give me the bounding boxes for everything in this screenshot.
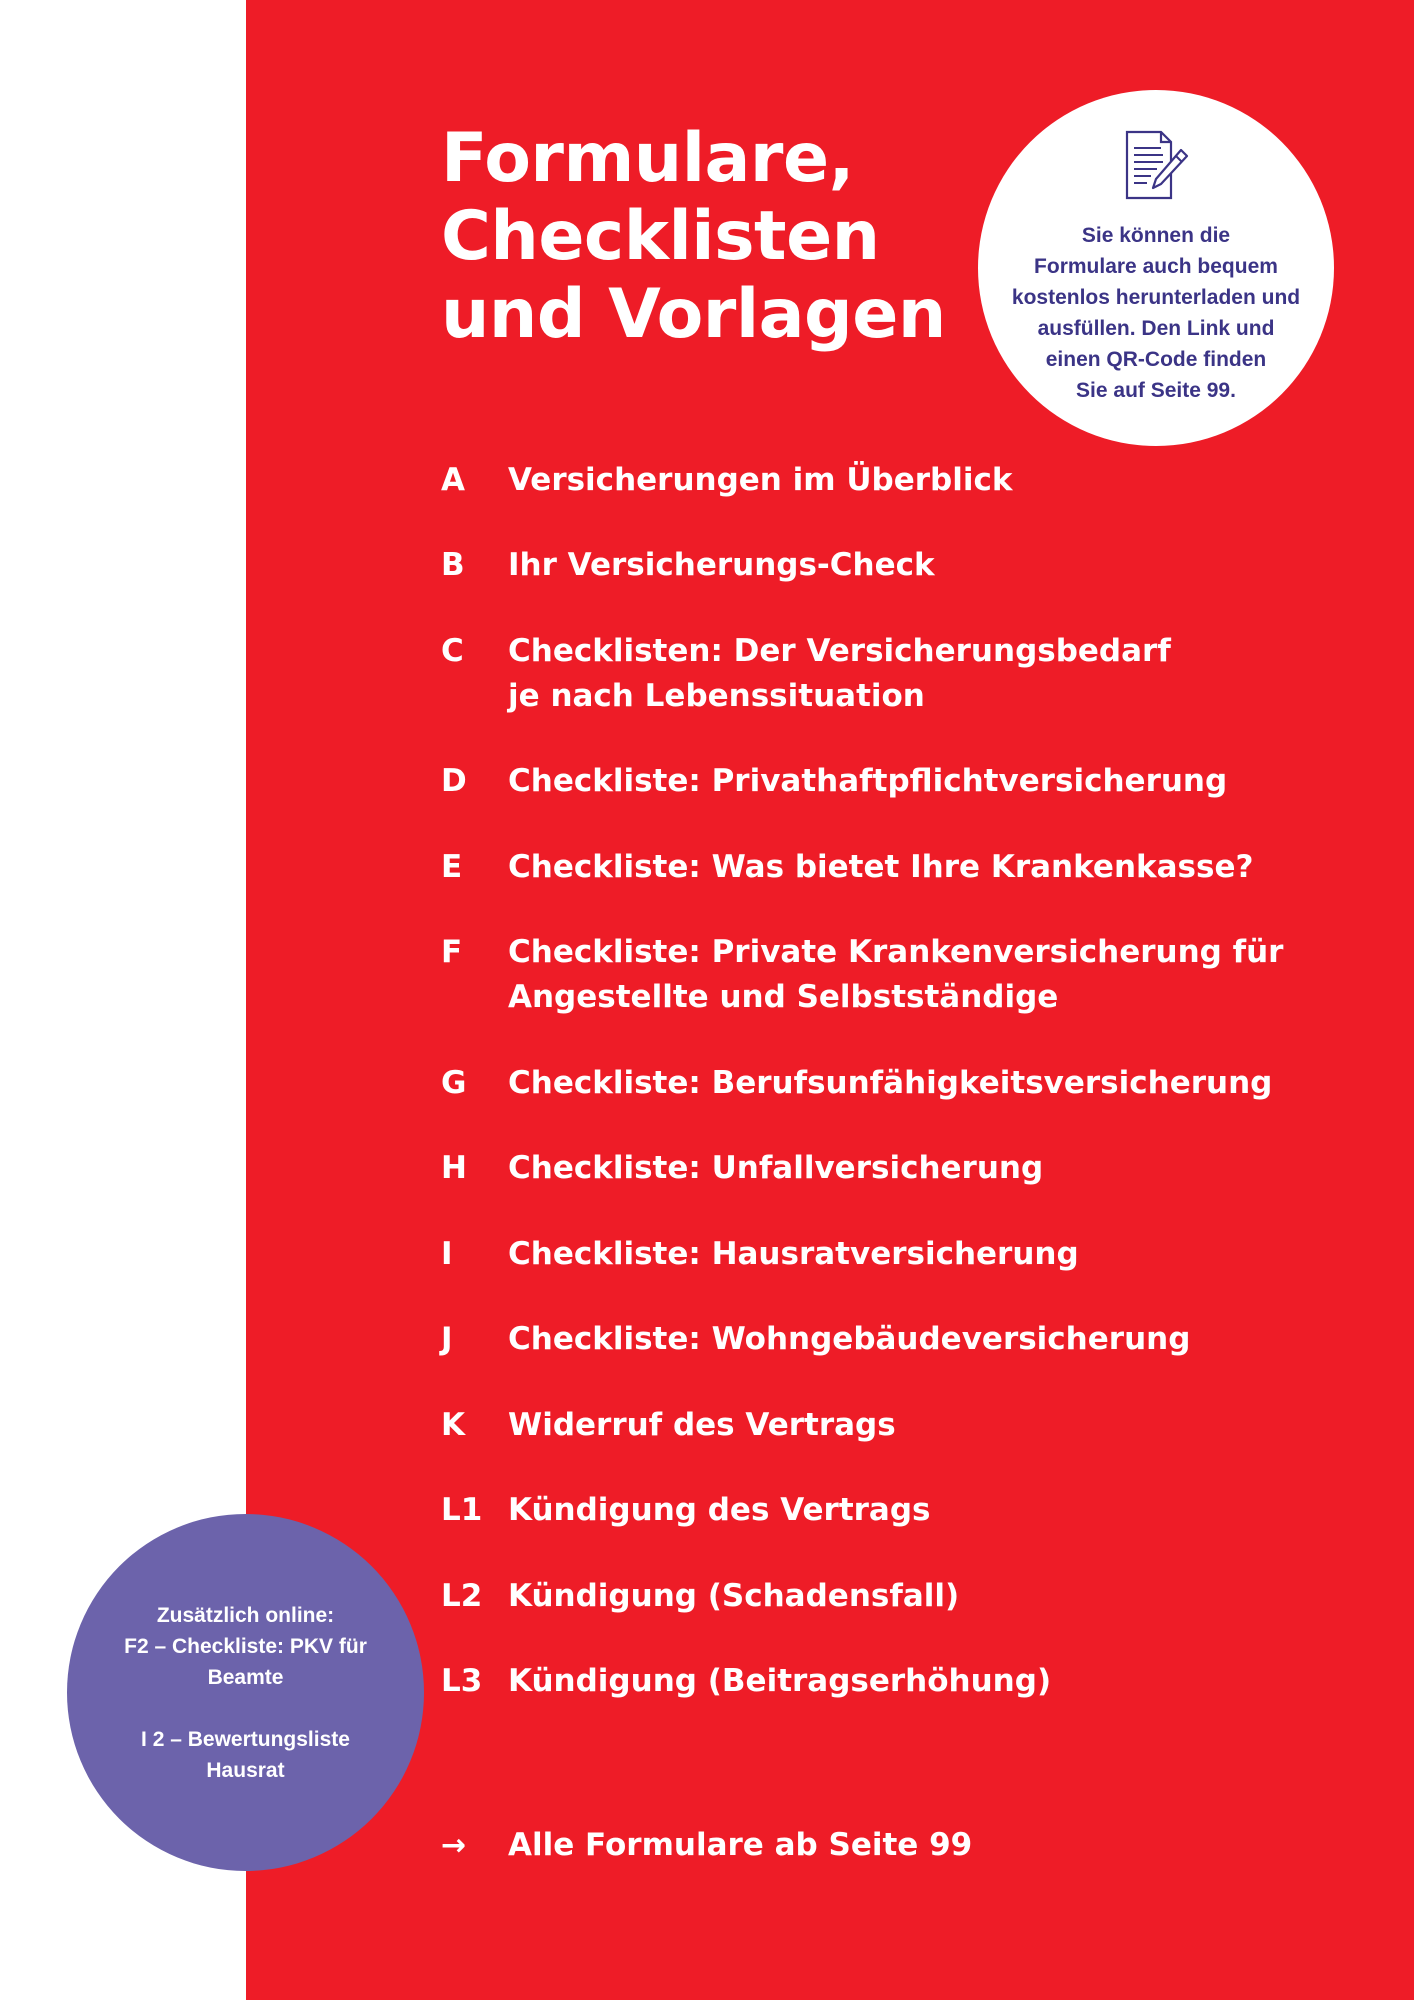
arrow-right-icon: → bbox=[441, 1828, 467, 1863]
toc-label-line: Checkliste: Wohngebäudeversicherung bbox=[508, 1321, 1191, 1357]
toc-letter: F bbox=[441, 934, 463, 970]
toc-label-line: Angestellte und Selbstständige bbox=[508, 979, 1059, 1015]
toc-item-i bbox=[441, 1232, 1341, 1277]
toc-item-h bbox=[441, 1146, 1341, 1191]
toc-label-line: je nach Lebenssituation bbox=[508, 678, 925, 714]
toc-item-f bbox=[441, 930, 1341, 1020]
toc-letter: L3 bbox=[441, 1663, 483, 1699]
online-line: Beamte bbox=[207, 1665, 284, 1689]
toc-label-line: Checklisten: Der Versicherungsbedarf bbox=[508, 633, 1171, 669]
toc-label-line: Kündigung (Schadensfall) bbox=[508, 1578, 960, 1614]
toc-letter: C bbox=[441, 633, 464, 669]
toc-item-d bbox=[441, 759, 1341, 804]
toc-label bbox=[508, 629, 1171, 719]
toc-item-l3 bbox=[441, 1659, 1341, 1704]
info-line: kostenlos herunterladen und bbox=[1011, 286, 1301, 309]
all-forms-link bbox=[441, 1823, 972, 1868]
toc-label-line: Kündigung (Beitragserhöhung) bbox=[508, 1663, 1052, 1699]
info-line: Formulare auch bequem bbox=[1034, 255, 1278, 278]
toc-label-line: Kündigung des Vertrags bbox=[508, 1492, 931, 1528]
toc-label bbox=[508, 1574, 959, 1619]
toc-label-line: Checkliste: Privathaftpflichtversicherung bbox=[508, 763, 1228, 799]
toc-item-c bbox=[441, 629, 1341, 719]
toc-item-e bbox=[441, 845, 1341, 890]
info-line: Sie auf Seite 99. bbox=[1076, 379, 1236, 402]
info-line: Sie können die bbox=[1081, 224, 1231, 247]
online-line: Zusätzlich online: bbox=[156, 1603, 335, 1627]
toc-letter: J bbox=[441, 1321, 453, 1357]
toc-item-g bbox=[441, 1061, 1341, 1106]
info-line: einen QR-Code finden bbox=[1045, 348, 1267, 371]
toc-label-line: Checkliste: Private Krankenversicherung für bbox=[508, 934, 1284, 970]
toc-item-l1 bbox=[441, 1488, 1341, 1533]
toc-label-line: Ihr Versicherungs-Check bbox=[508, 547, 935, 583]
document-pencil-icon bbox=[1121, 128, 1191, 202]
toc-item-j bbox=[441, 1317, 1341, 1362]
toc-label-line: Checkliste: Unfallversicherung bbox=[508, 1150, 1044, 1186]
toc-letter: H bbox=[441, 1150, 467, 1186]
toc-letter: E bbox=[441, 849, 463, 885]
online-line: I 2 – Bewertungsliste bbox=[141, 1727, 350, 1751]
toc-label bbox=[508, 1659, 1051, 1704]
toc-letter: K bbox=[441, 1407, 466, 1443]
title-line-3: und Vorlagen bbox=[441, 275, 946, 354]
toc-letter: A bbox=[441, 462, 465, 498]
toc-label-line: Checkliste: Was bietet Ihre Krankenkasse? bbox=[508, 849, 1254, 885]
toc-label bbox=[508, 845, 1253, 890]
info-line: ausfüllen. Den Link und bbox=[1037, 317, 1275, 340]
toc-label bbox=[508, 1488, 930, 1533]
toc-label-line: Checkliste: Hausratversicherung bbox=[508, 1236, 1079, 1272]
toc-label bbox=[508, 1146, 1043, 1191]
all-forms-label: Alle Formulare ab Seite 99 bbox=[508, 1827, 973, 1863]
toc-item-a bbox=[441, 458, 1341, 503]
toc-letter: L2 bbox=[441, 1578, 483, 1614]
title-line-2: Checklisten bbox=[441, 197, 880, 276]
toc-label-line: Versicherungen im Überblick bbox=[508, 462, 1013, 498]
toc-letter: I bbox=[441, 1236, 453, 1272]
toc-item-k bbox=[441, 1403, 1341, 1448]
title-line-1: Formulare, bbox=[441, 119, 854, 198]
toc-letter: D bbox=[441, 763, 467, 799]
toc-item-l2 bbox=[441, 1574, 1341, 1619]
toc-label bbox=[508, 458, 1013, 503]
online-line: Hausrat bbox=[206, 1758, 285, 1782]
toc-label bbox=[508, 1317, 1190, 1362]
toc-letter: B bbox=[441, 547, 465, 583]
toc-label bbox=[508, 1403, 896, 1448]
download-info-text bbox=[1001, 220, 1311, 406]
toc-label bbox=[508, 759, 1227, 804]
toc-label bbox=[508, 1232, 1079, 1277]
online-line: F2 – Checkliste: PKV für bbox=[124, 1634, 367, 1658]
download-info-circle bbox=[978, 90, 1334, 446]
toc-item-b bbox=[441, 543, 1341, 588]
toc-label-line: Checkliste: Berufsunfähigkeitsversicherung bbox=[508, 1065, 1273, 1101]
toc-label-line: Widerruf des Vertrags bbox=[508, 1407, 896, 1443]
toc-letter: G bbox=[441, 1065, 467, 1101]
toc-label bbox=[508, 543, 935, 588]
toc-label bbox=[508, 1061, 1272, 1106]
toc-letter: L1 bbox=[441, 1492, 483, 1528]
online-extras-circle bbox=[67, 1514, 424, 1871]
toc-label bbox=[508, 930, 1283, 1020]
page-title bbox=[441, 120, 946, 354]
